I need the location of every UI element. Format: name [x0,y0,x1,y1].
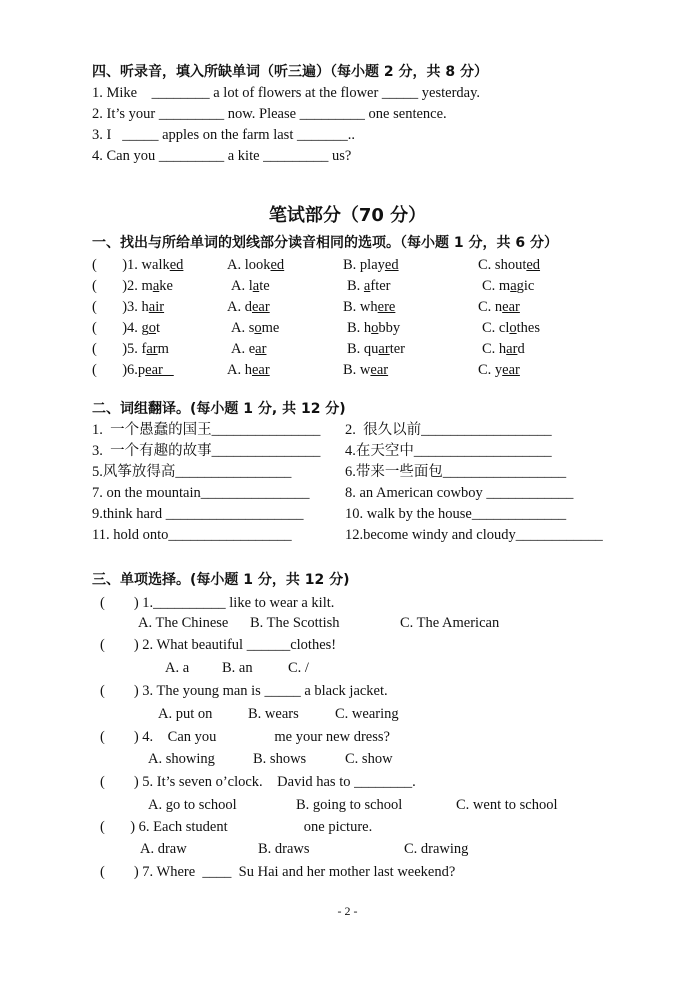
word-part: C. h [482,341,507,357]
phonics-word [478,361,520,379]
underlined-part: ed [384,257,399,273]
underlined-part: ere [377,299,396,315]
choice-option: A. The Chinese [138,615,229,631]
phonics-word [478,256,540,274]
phonics-word [231,277,270,295]
underlined-part: ed [169,257,184,273]
choice-option: B. shows [253,751,307,767]
word-part: A. look [227,257,271,273]
phonics-word [92,340,169,358]
underlined-part: ear [370,362,389,378]
phonics-word [231,340,266,358]
choice-option: A. showing [148,751,215,767]
word-part: ( )5. f [92,341,147,357]
word-part: ( )3. h [92,299,149,315]
phonics-word [347,340,405,358]
translation-item: 8. an American cowboy ____________ [345,485,574,501]
phonics-word [92,361,174,379]
underlined-part: a [363,278,371,294]
translation-heading: 二、词组翻译。(每小题 1 分, 共 12 分) [92,401,346,417]
listening-line: 2. It’s your _________ now. Please _________ one sentence. [92,106,447,122]
choice-option: B. draws [258,841,310,857]
underlined-part: ear [251,299,270,315]
choice-option: B. going to school [296,797,403,813]
choice-option: C. went to school [456,797,558,813]
written-section-title: 笔试部分（70 分） [268,205,427,226]
underlined-part: ar [378,341,390,357]
choice-option: B. The Scottish [250,615,340,631]
phonics-word [478,298,520,316]
choice-option: B. an [222,660,253,676]
translation-item: 9.think hard ___________________ [92,506,304,522]
word-part: B. play [343,257,385,273]
choice-option: C. wearing [335,706,399,722]
word-part: ( )6.p [92,362,146,378]
word-part: A. s [231,320,255,336]
translation-item: 11. hold onto_________________ [92,527,292,543]
translation-item: 12.become windy and cloudy____________ [345,527,603,543]
word-part: C. cl [482,320,510,336]
word-part: ke [159,278,173,294]
choice-question: ( ) 6. Each student one picture. [100,819,373,835]
translation-item: 2. 很久以前__________________ [345,422,552,438]
underlined-part: ed [526,257,541,273]
word-part: bby [378,320,401,336]
word-part: A. l [231,278,253,294]
choice-option: C. / [288,660,309,676]
translation-item: 6.带来一些面包_________________ [345,464,567,480]
phonics-word [92,319,160,337]
translation-item: 3. 一个有趣的故事_______________ [92,443,321,459]
phonics-word [92,298,164,316]
word-part: me [261,320,280,336]
choice-question: ( ) 4. Can you me your new dress? [100,729,390,745]
phonics-word [227,256,284,274]
word-part: te [259,278,270,294]
underlined-part: ear [145,362,174,378]
underlined-part: a [252,278,260,294]
underlined-part: air [148,299,165,315]
word-part: C. n [478,299,503,315]
underlined-part: o [254,320,262,336]
underlined-part: ar [146,341,158,357]
underlined-part: ear [502,362,520,378]
translation-item: 4.在天空中___________________ [345,443,552,459]
underlined-part: o [509,320,517,336]
listening-line: 3. I _____ apples on the farm last _______.. [92,127,355,143]
phonics-word [227,298,270,316]
phonics-word [343,361,388,379]
word-part: ter [389,341,405,357]
translation-item: 5.风筝放得高________________ [92,464,292,480]
phonics-word [343,298,395,316]
underlined-part: o [371,320,379,336]
choice-question: ( ) 3. The young man is _____ a black jacket. [100,683,388,699]
underlined-part: o [148,320,157,336]
underlined-part: a [510,278,517,294]
choice-question: ( ) 5. It’s seven o’clock. David has to ________. [100,774,416,790]
underlined-part: ear [502,299,520,315]
choice-option: C. show [345,751,393,767]
translation-item: 7. on the mountain_______________ [92,485,310,501]
choice-question: ( ) 1.__________ like to wear a kilt. [100,595,335,611]
word-part: m [157,341,169,357]
choice-question: ( ) 7. Where ____ Su Hai and her mother last weekend? [100,864,456,880]
translation-item: 1. 一个愚蠢的国王_______________ [92,422,321,438]
word-part: B. [347,278,364,294]
word-part: A. e [231,341,256,357]
phonics-word [347,277,390,295]
word-part: A. h [227,362,252,378]
phonics-word [482,277,534,295]
choice-option: A. a [165,660,190,676]
word-part: d [517,341,525,357]
choice-option: A. put on [158,706,213,722]
word-part: B. w [343,362,371,378]
word-part: B. wh [343,299,378,315]
underlined-part: ar [506,341,518,357]
word-part: C. shout [478,257,527,273]
choice-option: A. draw [140,841,187,857]
word-part: fter [370,278,391,294]
phonics-word [92,277,173,295]
listening-line: 4. Can you _________ a kite _________ us? [92,148,352,164]
phonics-word [347,319,400,337]
underlined-part: ar [255,341,267,357]
word-part: B. qu [347,341,379,357]
listening-heading: 四、听录音，填入所缺单词（听三遍）（每小题 2 分，共 8 分） [92,64,488,80]
underlined-part: a [152,278,160,294]
listening-line: 1. Mike ________ a lot of flowers at the flower _____ yesterday. [92,85,481,101]
phonics-word [343,256,399,274]
choice-question: ( ) 2. What beautiful ______clothes! [100,637,337,653]
word-part: A. d [227,299,252,315]
word-part: t [156,320,161,336]
phonics-word [482,319,540,337]
word-part: ( )2. m [92,278,153,294]
phonics-word [227,361,270,379]
choice-option: A. go to school [148,797,237,813]
word-part: thes [516,320,540,336]
translation-item: 10. walk by the house_____________ [345,506,567,522]
word-part: C. y [478,362,503,378]
choice-option: C. drawing [404,841,469,857]
word-part: C. m [482,278,511,294]
phonics-word [482,340,525,358]
phonics-heading: 一、找出与所给单词的划线部分读音相同的选项。（每小题 1 分，共 6 分） [92,235,558,251]
choice-heading: 三、单项选择。(每小题 1 分，共 12 分) [92,572,350,588]
choice-option: C. The American [400,615,500,631]
word-part: gic [516,278,535,294]
underlined-part: ear [251,362,270,378]
phonics-word [231,319,279,337]
choice-option: B. wears [248,706,299,722]
phonics-word [92,256,183,274]
underlined-part: ed [270,257,285,273]
word-part: ( )1. walk [92,257,170,273]
word-part: ( )4. g [92,320,149,336]
page-number: - 2 - [337,904,358,918]
word-part: B. h [347,320,372,336]
